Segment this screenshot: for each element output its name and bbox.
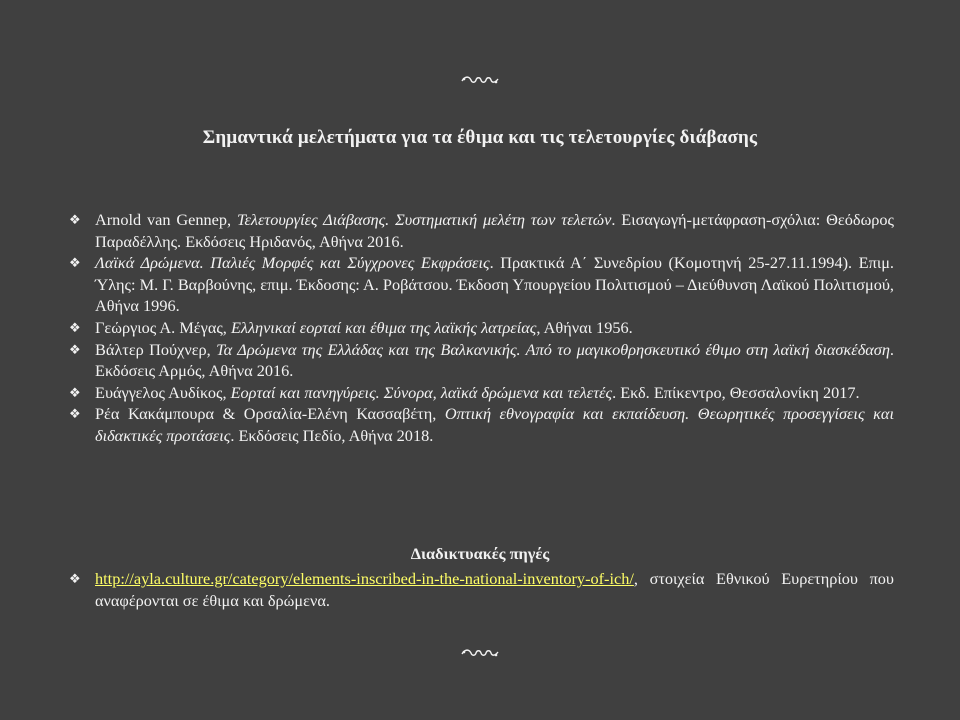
reference-author: Ρέα Κακάμπουρα & Ορσαλία-Ελένη Κασσαβέτη,: [95, 404, 445, 424]
reference-list: [67, 209, 894, 447]
web-sources-list: [67, 568, 894, 612]
reference-item: [67, 317, 894, 339]
reference-work: Οπτική εθνογραφία και εκπαίδευση. Θεωρητικές προσεγγίσεις και διδακτικές προτάσεις: [95, 404, 894, 445]
reference-item: [67, 403, 894, 446]
web-sources-heading: Διαδικτυακές πηγές: [410, 544, 550, 563]
bullet-icon: ❖: [69, 406, 81, 422]
reference-item: [67, 382, 894, 404]
page-title: Σημαντικά μελετήματα για τα έθιμα και τις τελετουργίες διάβασης: [202, 127, 758, 148]
flourish-icon-bottom: [0, 647, 960, 664]
bullet-icon: ❖: [69, 255, 81, 271]
reference-details: . Πρακτικά Α΄ Συνεδρίου (Κομοτηνή 25-27.11.1994). Επιμ. Ύλης: Μ. Γ. Βαρβούνης, επιμ. Έκδοσης: Α. Ροβάτσου. Έκδοση Υπουργείου Πολιτισμού – Διεύθυνση Λαϊκού Πολιτισμού, Αθήνα 1996.: [95, 253, 894, 316]
web-source-description: , στοιχεία Εθνικού Ευρετηρίου που αναφέρονται σε έθιμα και δρώμενα.: [95, 569, 894, 610]
reference-details: . Εισαγωγή-μετάφραση-σχόλια: Θεόδωρος Παραδέλλης. Εκδόσεις Ηριδανός, Αθήνα 2016.: [95, 210, 895, 251]
reference-details: . Εκδόσεις Πεδίο, Αθήνα 2018.: [230, 425, 434, 445]
reference-item: [67, 252, 894, 317]
reference-details: . Εκδόσεις Αρμός, Αθήνα 2016.: [95, 339, 894, 381]
flourish-icon: [460, 647, 500, 659]
bullet-icon: ❖: [69, 384, 81, 400]
flourish-icon-top: [0, 74, 960, 91]
reference-item: [67, 339, 894, 382]
flourish-icon: [460, 74, 500, 86]
reference-work: Λαϊκά Δρώμενα. Παλιές Μορφές και Σύγχρονες Εκφράσεις: [95, 253, 490, 273]
web-source-item: [67, 568, 894, 612]
reference-author: Ευάγγελος Αυδίκος,: [95, 382, 231, 402]
web-source-link[interactable]: http://ayla.culture.gr/category/elements-inscribed-in-the-national-inventory-of-ich/: [95, 569, 634, 588]
reference-author: Arnold van Gennep,: [95, 210, 237, 229]
reference-author: Βάλτερ Πούχνερ,: [95, 339, 217, 359]
reference-details: . Εκδ. Επίκεντρο, Θεσσαλονίκη 2017.: [612, 382, 860, 402]
reference-work: Τελετουργίες Διάβασης. Συστηματική μελέτη των τελετών: [236, 210, 612, 229]
bullet-icon: ❖: [69, 571, 81, 586]
reference-item: [67, 209, 894, 252]
bullet-icon: ❖: [69, 319, 81, 335]
bullet-icon: ❖: [69, 341, 81, 357]
reference-work: Ελληνικαί εορταί και έθιμα της λαϊκής λατρείας: [230, 317, 537, 337]
reference-work: Εορταί και πανηγύρεις. Σύνορα, λαϊκά δρώμενα και τελετές: [230, 382, 613, 402]
bullet-icon: ❖: [69, 212, 81, 227]
reference-work: Τα Δρώμενα της Ελλάδας και της Βαλκανικής. Από το μαγικοθρησκευτικό έθιμο στη λαϊκή διασκέδαση: [216, 339, 890, 359]
reference-author: Γεώργιος Α. Μέγας,: [95, 317, 231, 337]
reference-details: , Αθήναι 1956.: [536, 317, 633, 337]
